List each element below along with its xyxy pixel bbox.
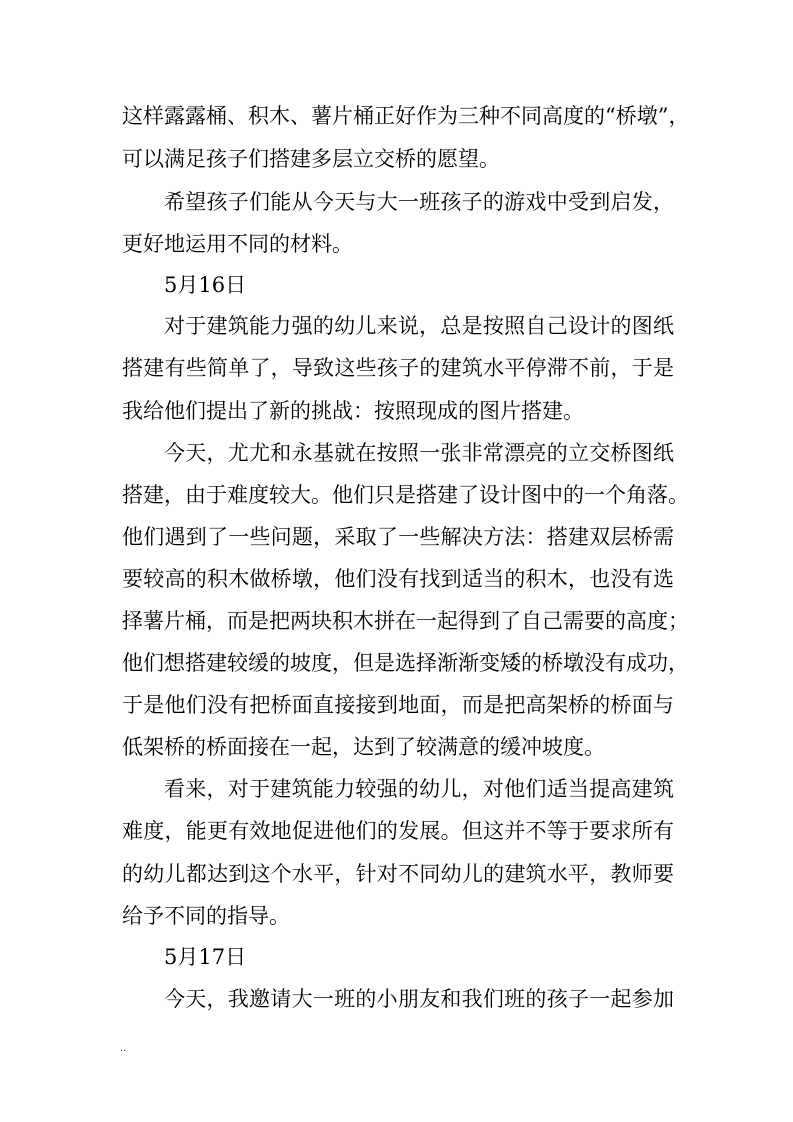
- paragraph-line: 难度，能更有效地促进他们的发展。但这并不等于要求所有: [122, 819, 674, 843]
- date-heading: 5月17日: [164, 945, 247, 969]
- paragraph-line: 今天，我邀请大一班的小朋友和我们班的孩子一起参加: [164, 987, 674, 1011]
- paragraph-line: 他们想搭建较缓的坡度，但是选择渐渐变矮的桥墩没有成功，: [122, 651, 689, 675]
- paragraph-line: 这样露露桶、积木、薯片桶正好作为三种不同高度的“桥墩”，: [122, 104, 690, 128]
- paragraph-line: 于是他们没有把桥面直接接到地面，而是把高架桥的桥面与: [122, 693, 674, 717]
- paragraph-line: 低架桥的桥面接在一起，达到了较满意的缓冲坡度。: [122, 735, 605, 759]
- footer-mark: ..: [120, 1043, 127, 1054]
- paragraph-line: 对于建筑能力强的幼儿来说，总是按照自己设计的图纸: [164, 314, 674, 338]
- paragraph-line: 要较高的积木做桥墩，他们没有找到适当的积木，也没有选: [122, 567, 674, 591]
- paragraph-line: 的幼儿都达到这个水平，针对不同幼儿的建筑水平，教师要: [122, 862, 674, 886]
- paragraph-line: 看来，对于建筑能力较强的幼儿，对他们适当提高建筑: [164, 777, 674, 801]
- paragraph-line: 他们遇到了一些问题，采取了一些解决方法：搭建双层桥需: [122, 525, 674, 549]
- paragraph-line: 我给他们提出了新的挑战：按照现成的图片搭建。: [122, 399, 584, 423]
- paragraph-line: 搭建有些简单了，导致这些孩子的建筑水平停滞不前，于是: [122, 356, 674, 380]
- paragraph-line: 希望孩子们能从今天与大一班孩子的游戏中受到启发，: [164, 190, 674, 214]
- paragraph-line: 更好地运用不同的材料。: [122, 232, 353, 256]
- paragraph-line: 今天，尤尤和永基就在按照一张非常漂亮的立交桥图纸: [164, 441, 674, 465]
- paragraph-line: 搭建，由于难度较大。他们只是搭建了设计图中的一个角落。: [122, 483, 689, 507]
- paragraph-line: 可以满足孩子们搭建多层立交桥的愿望。: [122, 147, 500, 171]
- paragraph-line: 择薯片桶，而是把两块积木拼在一起得到了自己需要的高度；: [122, 609, 689, 633]
- date-heading: 5月16日: [164, 273, 247, 297]
- paragraph-line: 给予不同的指导。: [122, 904, 290, 928]
